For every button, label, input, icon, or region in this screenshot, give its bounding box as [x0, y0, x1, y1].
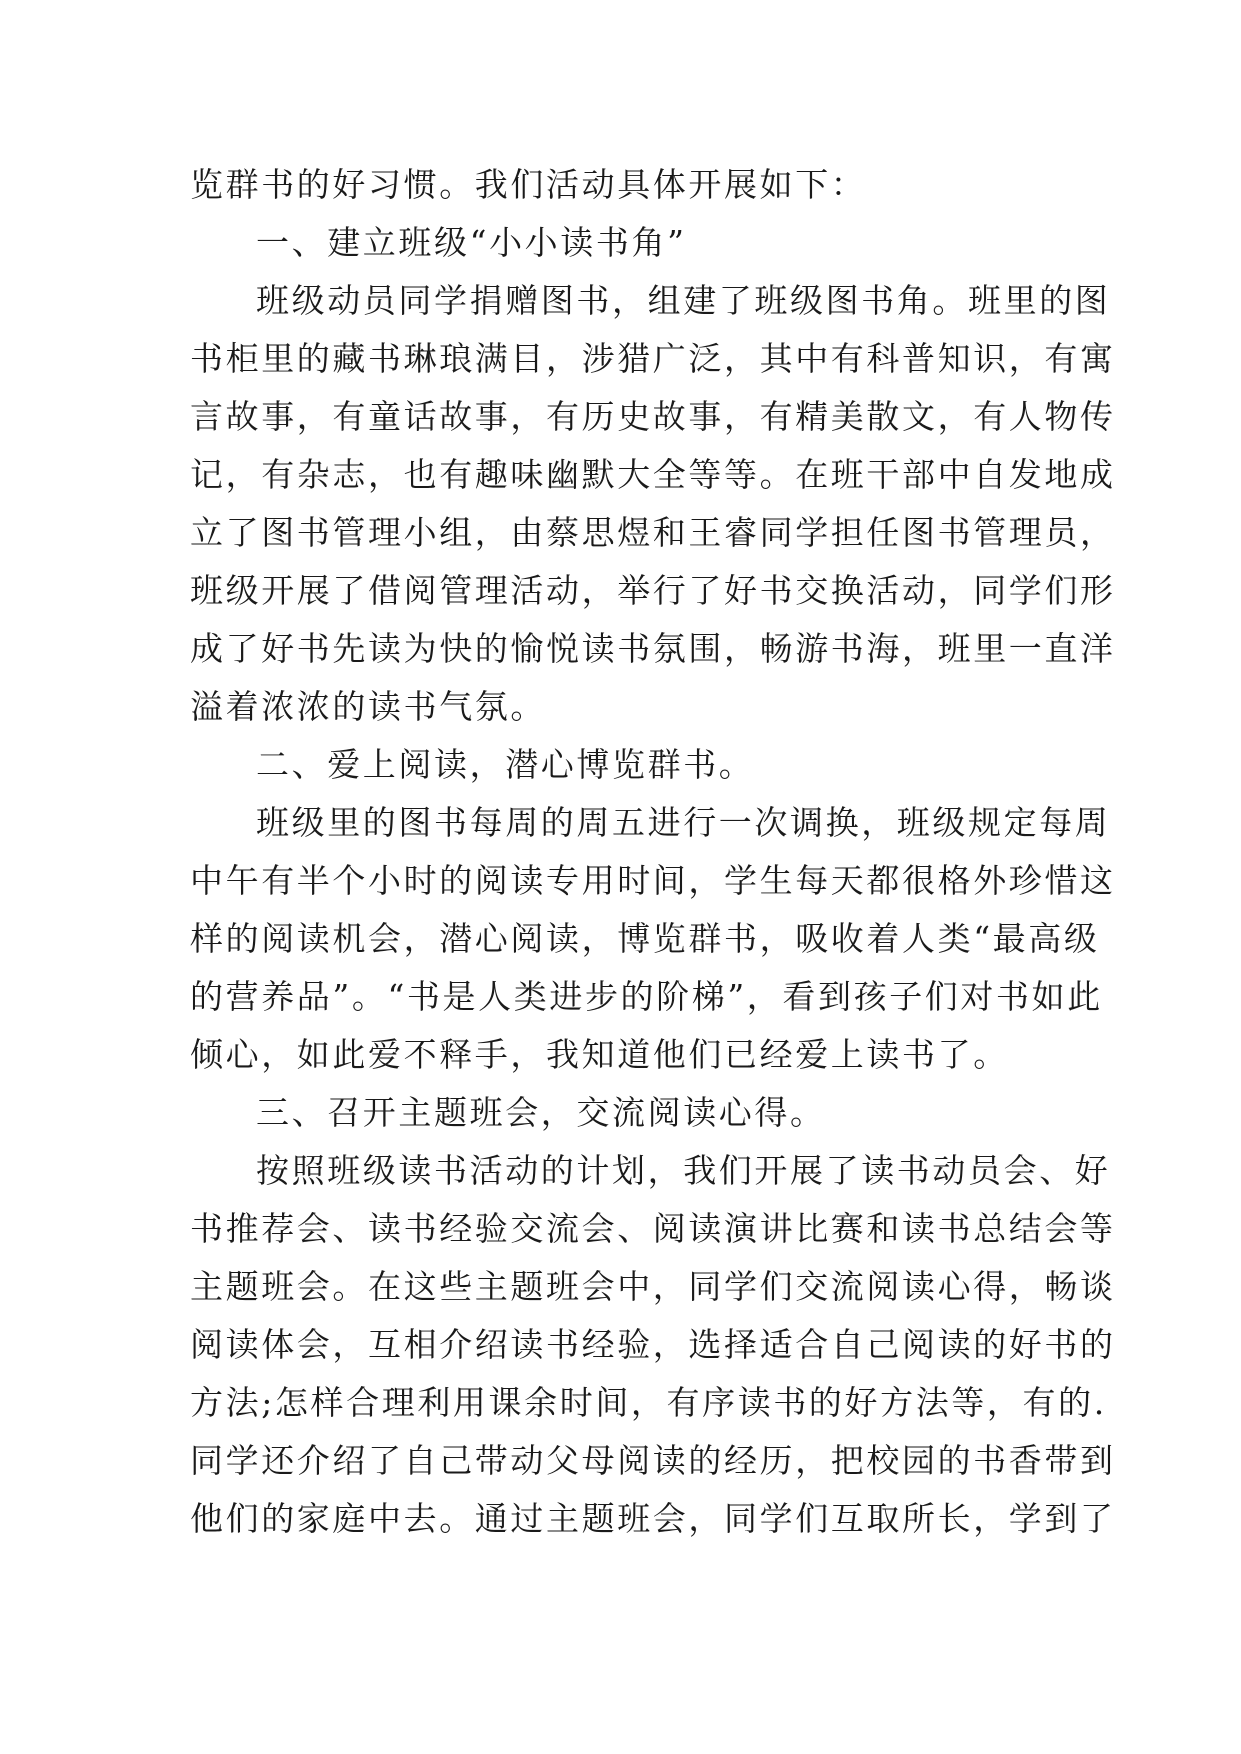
- text-line: 同学还介绍了自己带动父母阅读的经历，把校园的书香带到: [190, 1441, 1116, 1480]
- text-line: 的营养品”。“书是人类进步的阶梯”，看到孩子们对书如此: [190, 977, 1103, 1016]
- text-line: 按照班级读书活动的计划，我们开展了读书动员会、好: [256, 1151, 1111, 1190]
- section-heading-1: 一、建立班级“小小读书角”: [256, 223, 687, 262]
- text-line: 书推荐会、读书经验交流会、阅读演讲比赛和读书总结会等: [190, 1209, 1116, 1248]
- text-line: 主题班会。在这些主题班会中，同学们交流阅读心得，畅谈: [190, 1267, 1116, 1306]
- text-line: 方法;怎样合理利用课余时间，有序读书的好方法等，有的.: [190, 1383, 1107, 1422]
- text-line: 记，有杂志，也有趣味幽默大全等等。在班干部中自发地成: [190, 455, 1116, 494]
- text-line: 班级开展了借阅管理活动，举行了好书交换活动，同学们形: [190, 571, 1116, 610]
- text-line: 中午有半个小时的阅读专用时间，学生每天都很格外珍惜这: [190, 861, 1116, 900]
- section-heading-3: 三、召开主题班会，交流阅读心得。: [256, 1093, 826, 1132]
- text-line: 倾心，如此爱不释手，我知道他们已经爱上读书了。: [190, 1035, 1009, 1074]
- text-line: 样的阅读机会，潜心阅读，博览群书，吸收着人类“最高级: [190, 919, 1100, 958]
- text-line: 言故事，有童话故事，有历史故事，有精美散文，有人物传: [190, 397, 1116, 436]
- body-text: [190, 156, 1116, 1548]
- section-heading-2: 二、爱上阅读，潜心博览群书。: [256, 745, 755, 784]
- text-line: 成了好书先读为快的愉悦读书氛围，畅游书海，班里一直洋: [190, 629, 1116, 668]
- text-line: 览群书的好习惯。我们活动具体开展如下：: [190, 165, 867, 204]
- text-line: 班级动员同学捐赠图书，组建了班级图书角。班里的图: [256, 281, 1111, 320]
- text-line: 溢着浓浓的读书气氛。: [190, 687, 546, 726]
- text-line: 书柜里的藏书琳琅满目，涉猎广泛，其中有科普知识，有寓: [190, 339, 1116, 378]
- text-line: 他们的家庭中去。通过主题班会，同学们互取所长，学到了: [190, 1499, 1116, 1538]
- text-line: 阅读体会，互相介绍读书经验，选择适合自己阅读的好书的: [190, 1325, 1116, 1364]
- text-line: 班级里的图书每周的周五进行一次调换，班级规定每周: [256, 803, 1111, 842]
- text-line: 立了图书管理小组，由蔡思煜和王睿同学担任图书管理员，: [190, 513, 1116, 552]
